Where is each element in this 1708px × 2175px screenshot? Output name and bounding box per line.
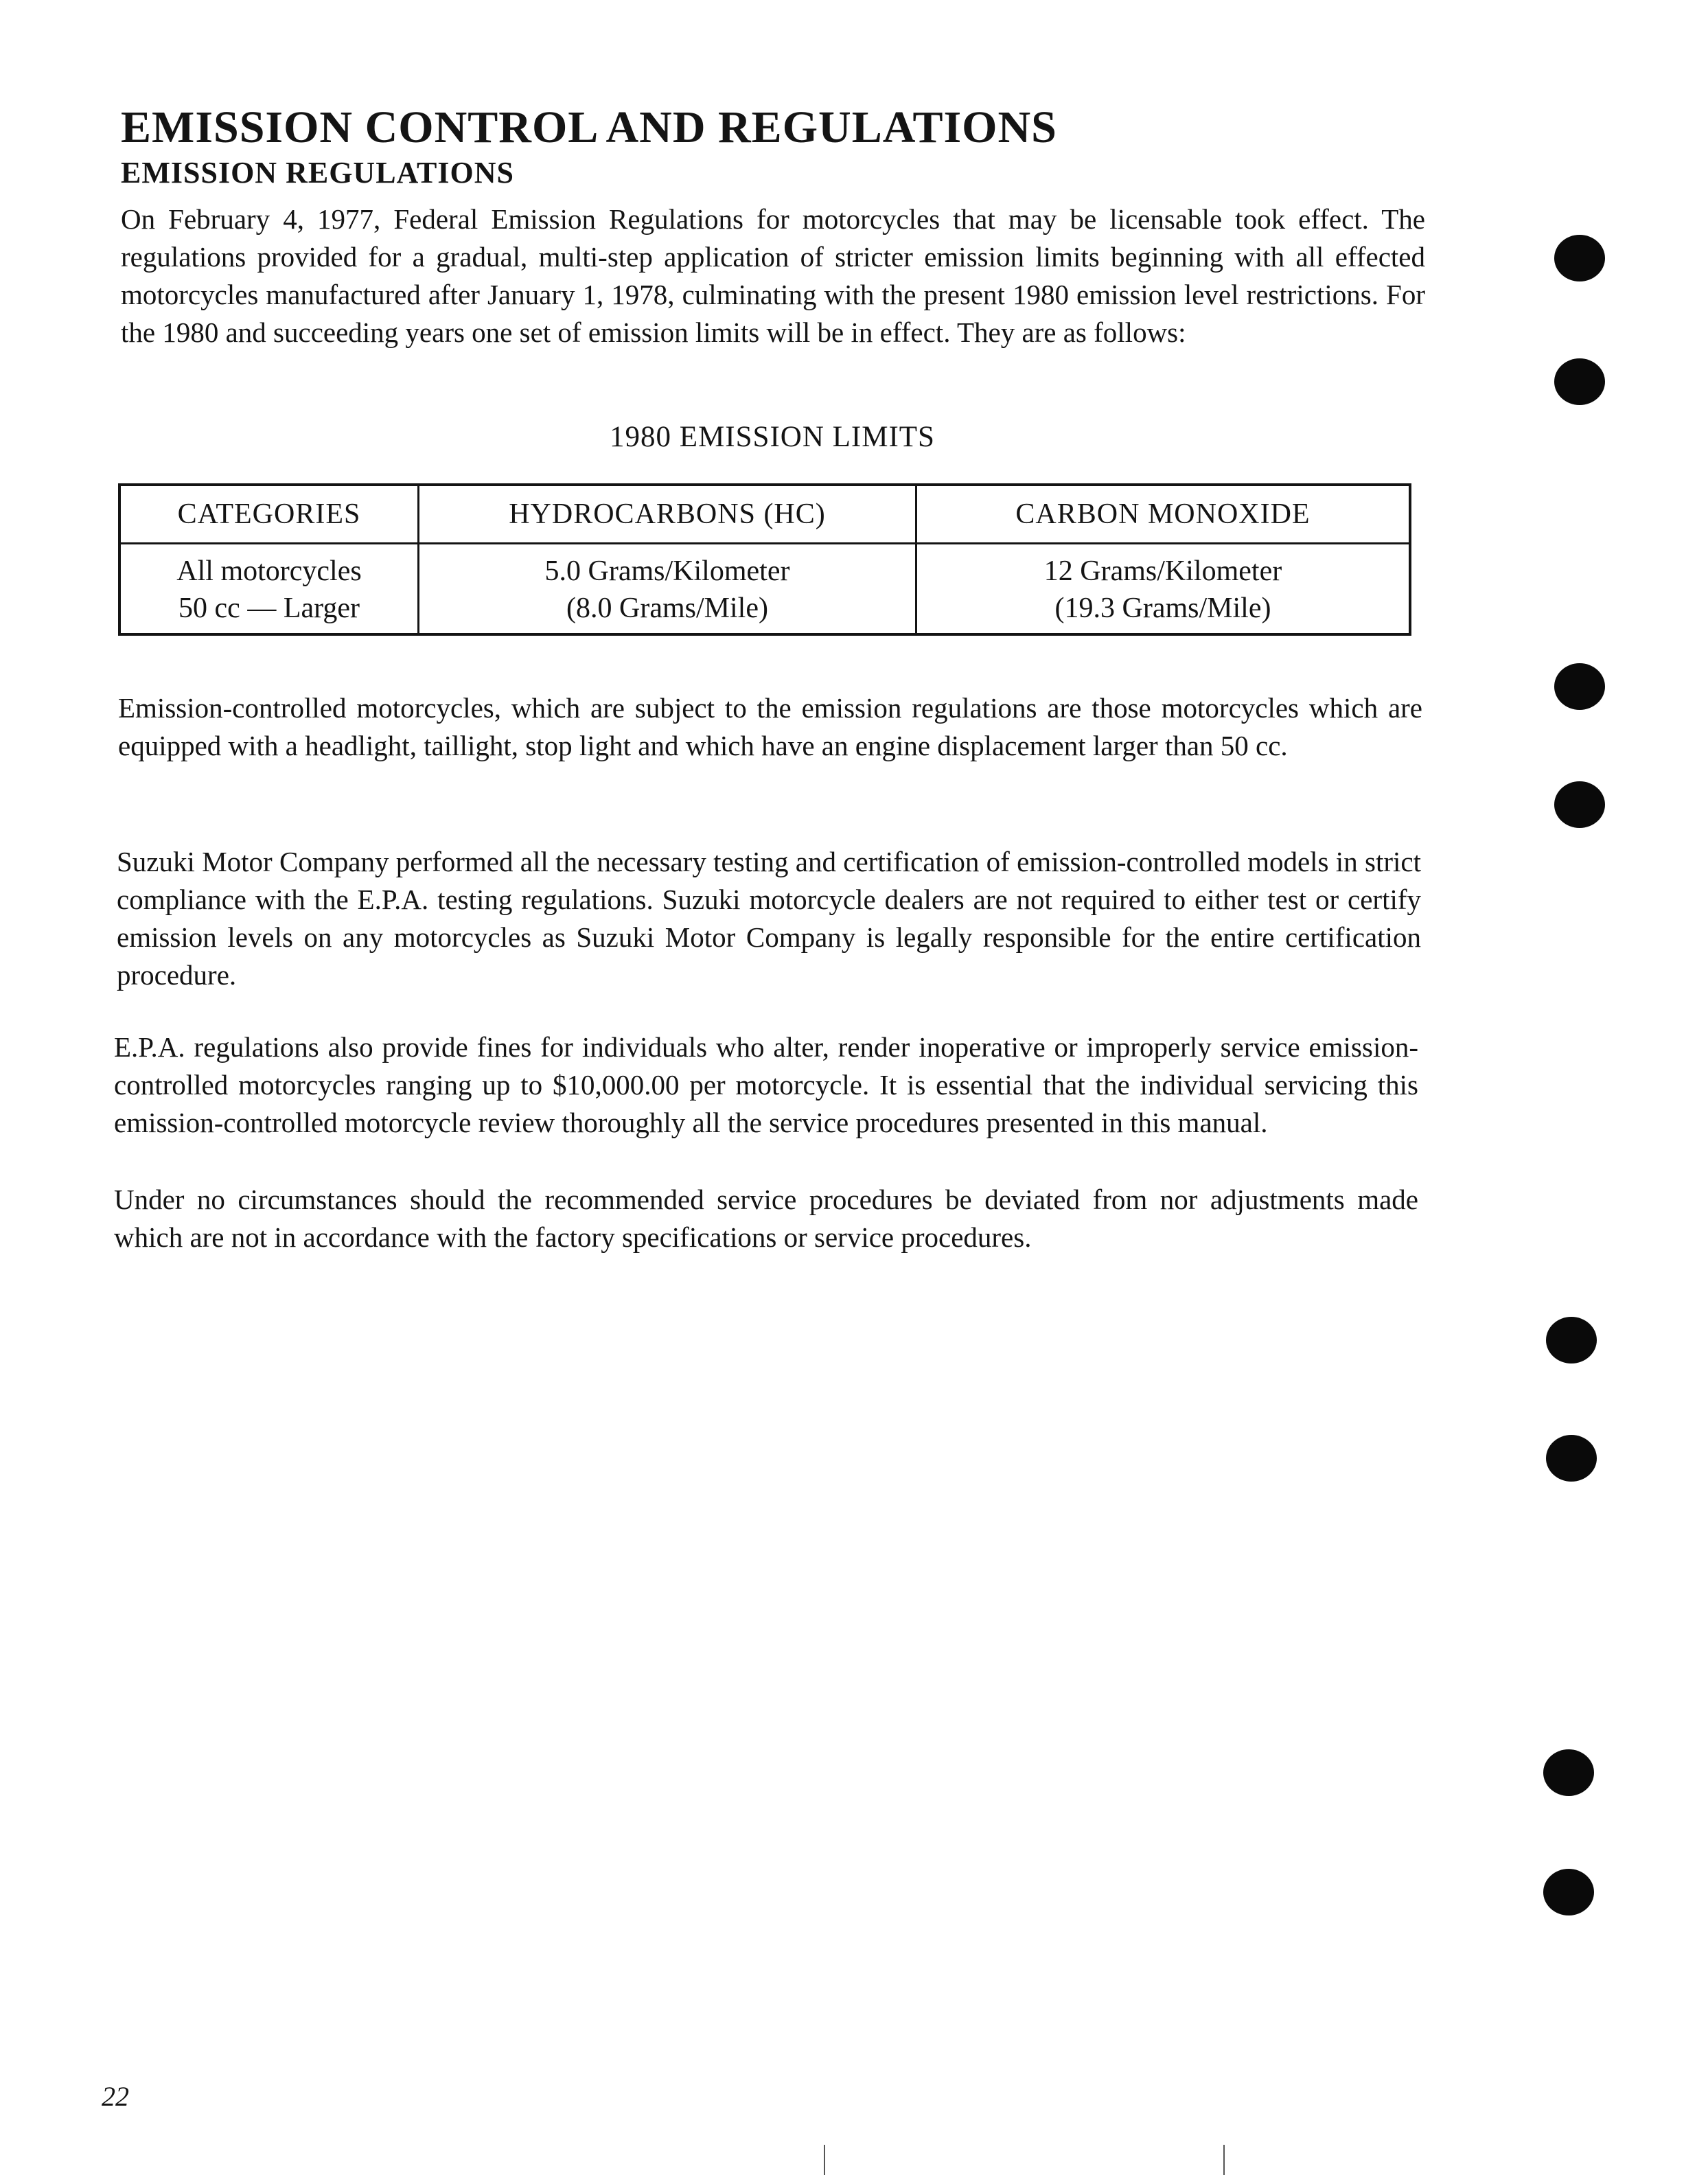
cell-carbon-monoxide [916,544,1411,635]
cell-hydrocarbons [419,544,916,635]
page-title: EMISSION CONTROL AND REGULATIONS [121,102,1057,152]
binder-hole-5 [1546,1317,1597,1363]
section-subtitle: EMISSION REGULATIONS [121,156,514,189]
scan-mark-right [1223,2145,1225,2175]
binder-hole-8 [1543,1869,1594,1915]
binder-hole-2 [1554,358,1605,405]
binder-hole-7 [1543,1749,1594,1796]
scan-mark-left [824,2145,825,2175]
table-header-row [119,485,1410,544]
paragraph-certification: Suzuki Motor Company performed all the necessary testing and certification of emission-controlled models in strict compliance with the E.P.A. testing regulations. Suzuki motorcycle dealers are not required to either test or certify emission levels on any motorcycles as Suzuki Motor Company is legally responsible for the entire certification procedure. [117,846,1421,991]
table-caption: 1980 EMISSION LIMITS [610,421,935,453]
paragraph-fines: E.P.A. regulations also provide fines for individuals who alter, render inoperative or improperly service emission-controlled motorcycles ranging up to $10,000.00 per motorcycle. It is essential that the individual servicing this emission-controlled motorcycle review thoroughly all the service procedures presented in this manual. [114,1031,1418,1138]
binder-hole-1 [1554,235,1605,281]
hc-line-2: (8.0 Grams/Mile) [566,592,768,624]
intro-paragraph: On February 4, 1977, Federal Emission Regulations for motorcycles that may be licensable took effect. The regulations provided for a gradual, multi-step application of stricter emission limits beginning with all effected motorcycles manufactured after January 1, 1978, culminating with the present 1980 emission level restrictions. For the 1980 and succeeding years one set of emission limits will be in effect. They are as follows: [121,203,1425,348]
co-line-1: 12 Grams/Kilometer [1043,555,1282,587]
page-number: 22 [102,2081,129,2112]
header-hydrocarbons: HYDROCARBONS (HC) [419,485,916,544]
emission-limits-table [118,483,1411,636]
paragraph-service-procedures: Under no circumstances should the recommended service procedures be deviated from nor adjustments made which are not in accordance with the factory specifications or service procedures. [114,1184,1418,1253]
category-line-1: All motorcycles [176,555,362,587]
category-line-2: 50 cc — Larger [178,592,360,624]
binder-hole-4 [1554,781,1605,828]
paragraph-controlled-motorcycles: Emission-controlled motorcycles, which are subject to the emission regulations are those motorcycles which are equipped with a headlight, taillight, stop light and which have an engine displacement larger than 50 cc. [118,692,1422,761]
binder-hole-6 [1546,1435,1597,1482]
hc-line-1: 5.0 Grams/Kilometer [544,555,790,587]
header-categories: CATEGORIES [119,485,419,544]
cell-category [119,544,419,635]
table-row [119,544,1410,635]
co-line-2: (19.3 Grams/Mile) [1054,592,1271,624]
header-carbon-monoxide: CARBON MONOXIDE [916,485,1411,544]
binder-hole-3 [1554,663,1605,710]
